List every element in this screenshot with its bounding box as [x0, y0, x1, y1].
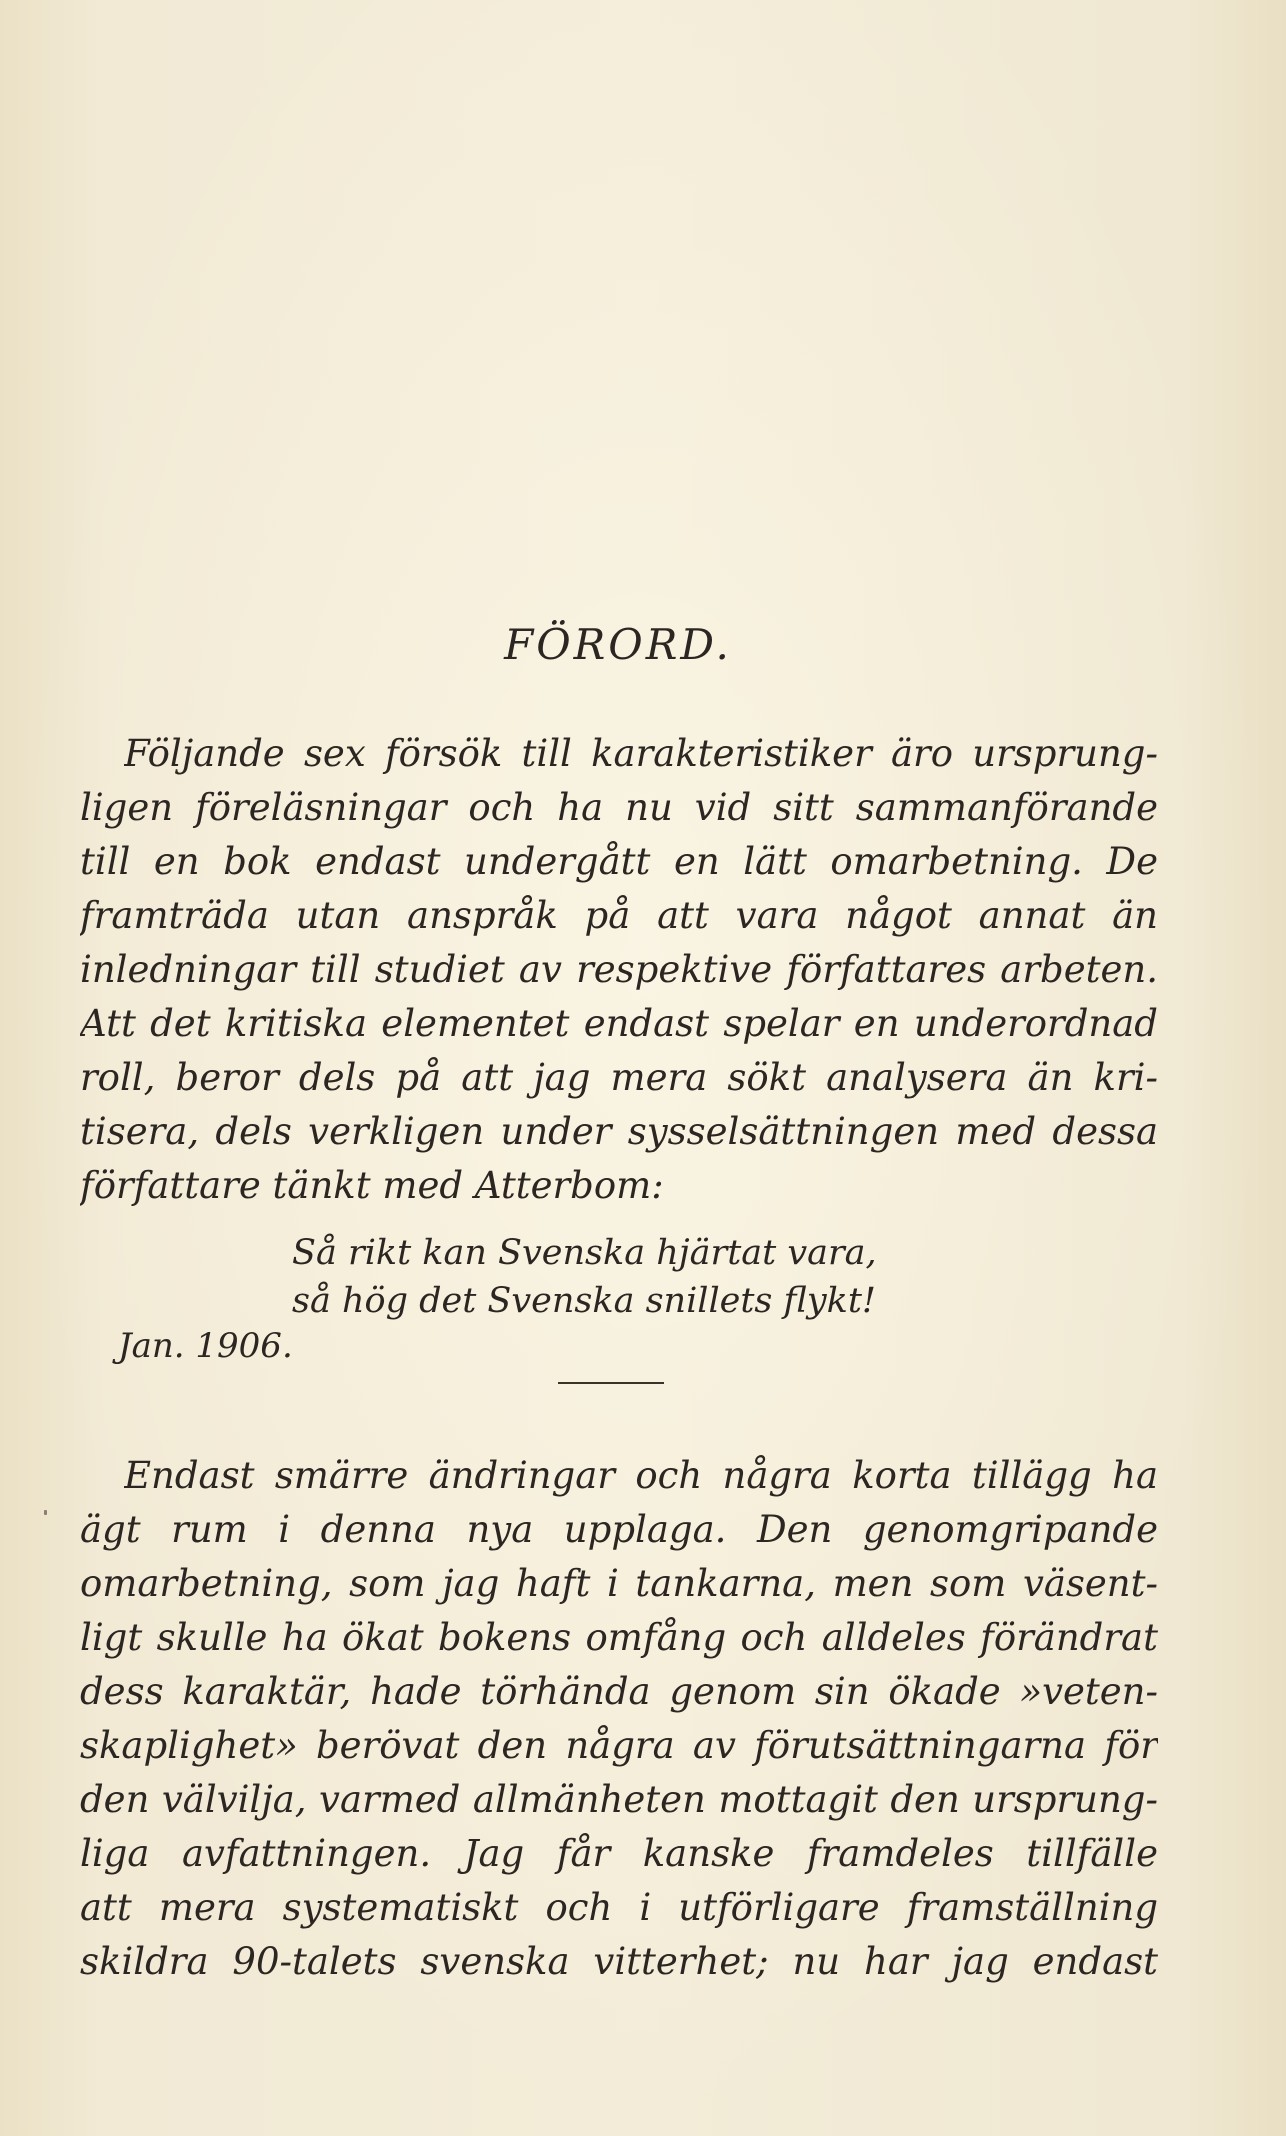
- verse-line: Så rikt kan Svenska hjärtat vara,: [292, 1233, 877, 1273]
- text-line: Endast smärre ändringar och några korta tillägg ha: [124, 1454, 1158, 1497]
- text-line: författare tänkt med Atterbom:: [80, 1164, 664, 1207]
- text-line: roll, beror dels på att jag mera sökt analysera än kri-: [80, 1056, 1158, 1099]
- date-line: Jan. 1906.: [118, 1326, 293, 1366]
- text-line: dess karaktär, hade törhända genom sin ökade »veten-: [80, 1670, 1158, 1713]
- text-line: liga avfattningen. Jag får kanske framdeles tillfälle: [80, 1832, 1158, 1875]
- text-line: inledningar till studiet av respektive författares arbeten.: [80, 948, 1158, 991]
- text-line: skaplighet» berövat den några av förutsättningarna för: [80, 1724, 1158, 1767]
- page-speck: [44, 1510, 47, 1515]
- text-line: skildra 90-talets svenska vitterhet; nu har jag endast: [80, 1940, 1158, 1983]
- page-title: FÖRORD.: [504, 620, 732, 669]
- text-line: ligt skulle ha ökat bokens omfång och alldeles förändrat: [80, 1616, 1158, 1659]
- text-line: tisera, dels verkligen under sysselsättningen med dessa: [80, 1110, 1158, 1153]
- text-line: ägt rum i denna nya upplaga. Den genomgripande: [80, 1508, 1158, 1551]
- text-line: Följande sex försök till karakteristiker äro ursprung-: [124, 732, 1158, 775]
- text-line: omarbetning, som jag haft i tankarna, men som väsent-: [80, 1562, 1158, 1605]
- verse-line: så hög det Svenska snillets flykt!: [292, 1281, 876, 1321]
- text-line: ligen föreläsningar och ha nu vid sitt sammanförande: [80, 786, 1158, 829]
- text-line: Att det kritiska elementet endast spelar en underordnad: [80, 1002, 1158, 1045]
- text-line: att mera systematiskt och i utförligare framställning: [80, 1886, 1158, 1929]
- text-line: till en bok endast undergått en lätt omarbetning. De: [80, 840, 1158, 883]
- section-divider: [558, 1382, 664, 1384]
- text-line: framträda utan anspråk på att vara något annat än: [80, 894, 1158, 937]
- text-line: den välvilja, varmed allmänheten mottagit den ursprung-: [80, 1778, 1158, 1821]
